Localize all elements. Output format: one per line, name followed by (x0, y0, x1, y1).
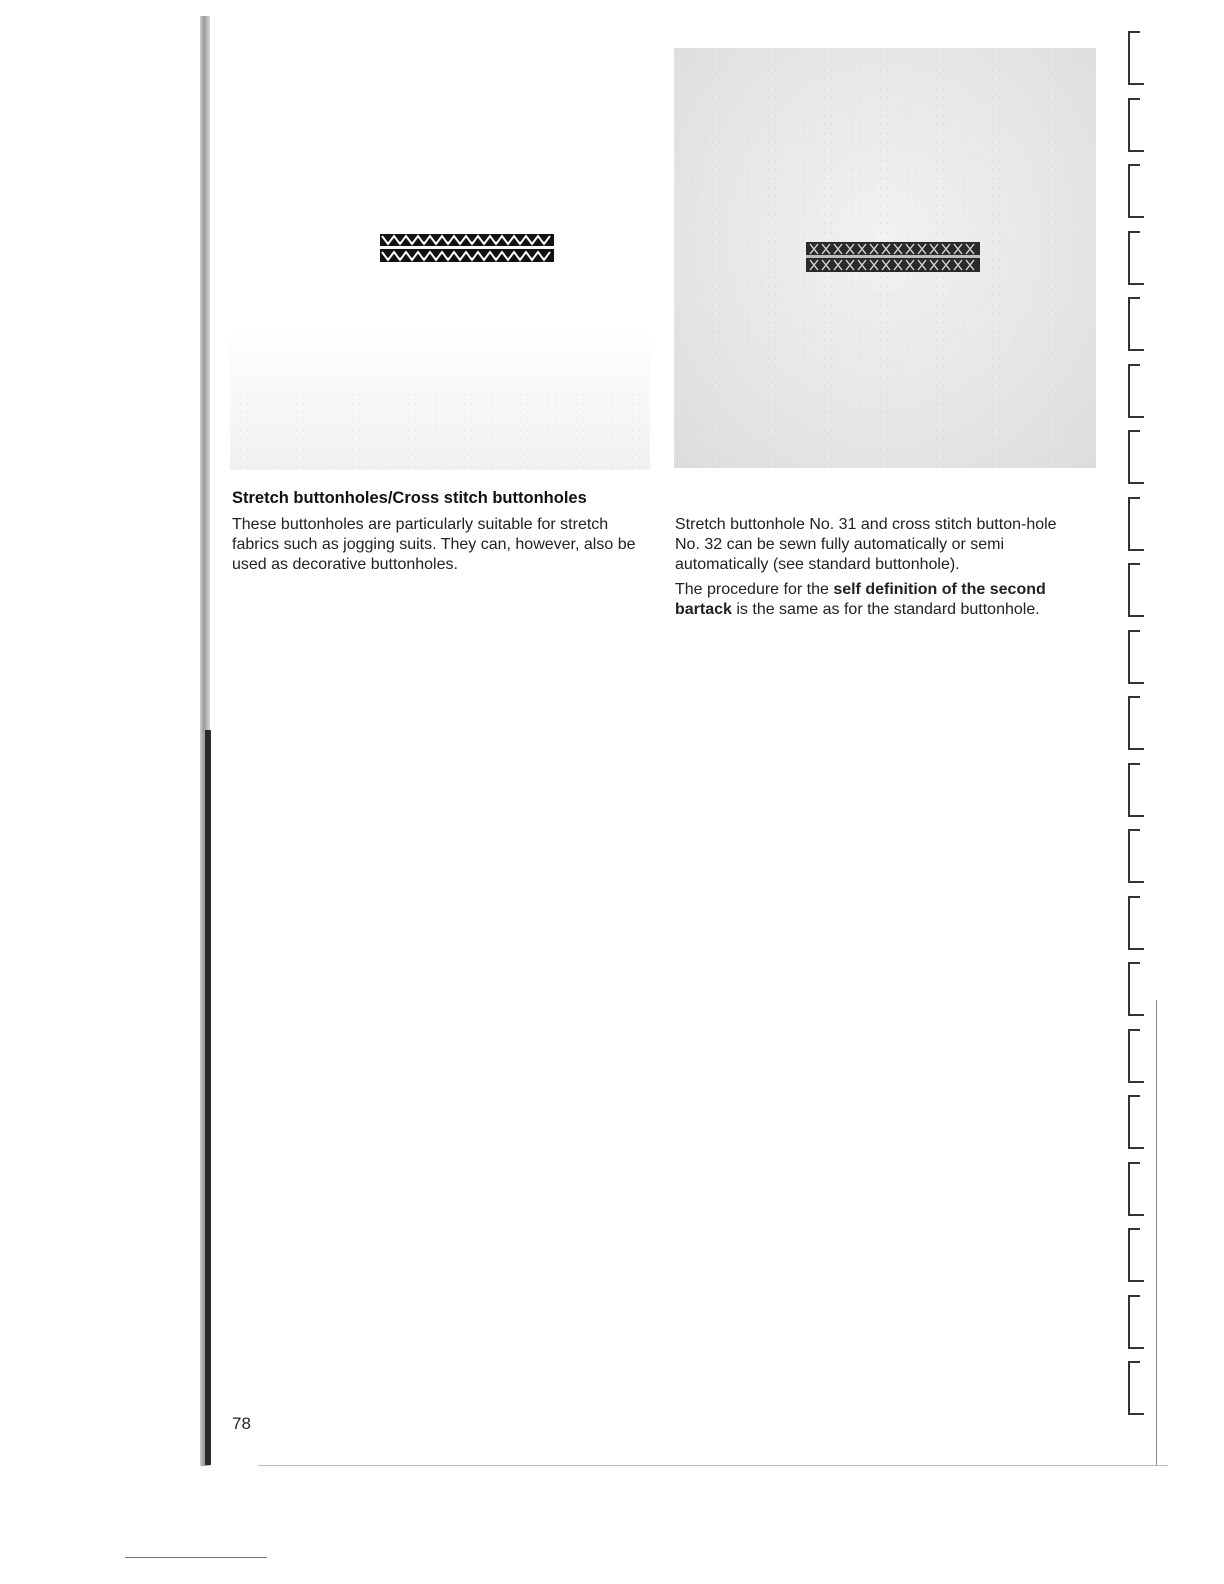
index-tab-bracket (1126, 30, 1148, 86)
index-tab-bracket (1126, 1360, 1148, 1416)
index-tab-bracket (1126, 296, 1148, 352)
stretch-buttonhole-photo (230, 60, 650, 470)
binding-edge-dark (205, 730, 211, 1465)
index-tab-bracket (1126, 496, 1148, 552)
index-tab-bracket (1126, 1294, 1148, 1350)
bottom-rule (258, 1465, 1168, 1466)
index-tab-bracket (1126, 97, 1148, 153)
bartack-bold-text: self definition of the second bartack (675, 581, 1046, 618)
index-tab-bracket (1126, 762, 1148, 818)
index-tab-bracket (1126, 1094, 1148, 1150)
index-tab-bracket (1126, 695, 1148, 751)
cross-stitch-buttonhole-sample (804, 238, 982, 276)
section-heading: Stretch buttonholes/Cross stitch buttonholes (232, 489, 587, 507)
bartack-intro-text: The procedure for the (675, 581, 834, 598)
index-tab-bracket (1126, 629, 1148, 685)
index-tab-bracket (1126, 363, 1148, 419)
index-tab-bracket (1126, 895, 1148, 951)
bartack-rest-text: is the same as for the standard buttonhole. (731, 601, 1040, 618)
photo-grain (230, 390, 650, 470)
stretch-buttonhole-sample (378, 228, 556, 268)
index-tab-bracket (1126, 1161, 1148, 1217)
page-number: 78 (232, 1414, 251, 1433)
automation-paragraph: Stretch buttonhole No. 31 and cross stitch button-hole No. 32 can be sewn fully automatically or semi automatically (see standard buttonhole). (675, 516, 1057, 573)
index-tab-strip (1126, 30, 1186, 1450)
index-tab-bracket (1126, 1028, 1148, 1084)
index-tab-bracket (1126, 961, 1148, 1017)
bartack-paragraph (675, 580, 1085, 620)
index-tab-bracket (1126, 230, 1148, 286)
intro-paragraph: These buttonholes are particularly suitable for stretch fabrics such as jogging suits. They can, however, also be used as decorative buttonholes. (232, 516, 636, 573)
index-tab-bracket (1126, 828, 1148, 884)
index-tab-bracket (1126, 1227, 1148, 1283)
cross-stitch-buttonhole-photo (674, 48, 1096, 468)
index-tab-bracket (1126, 562, 1148, 618)
index-tab-bracket (1126, 429, 1148, 485)
footer-link-underline (125, 1557, 267, 1558)
index-tab-bracket (1126, 163, 1148, 219)
